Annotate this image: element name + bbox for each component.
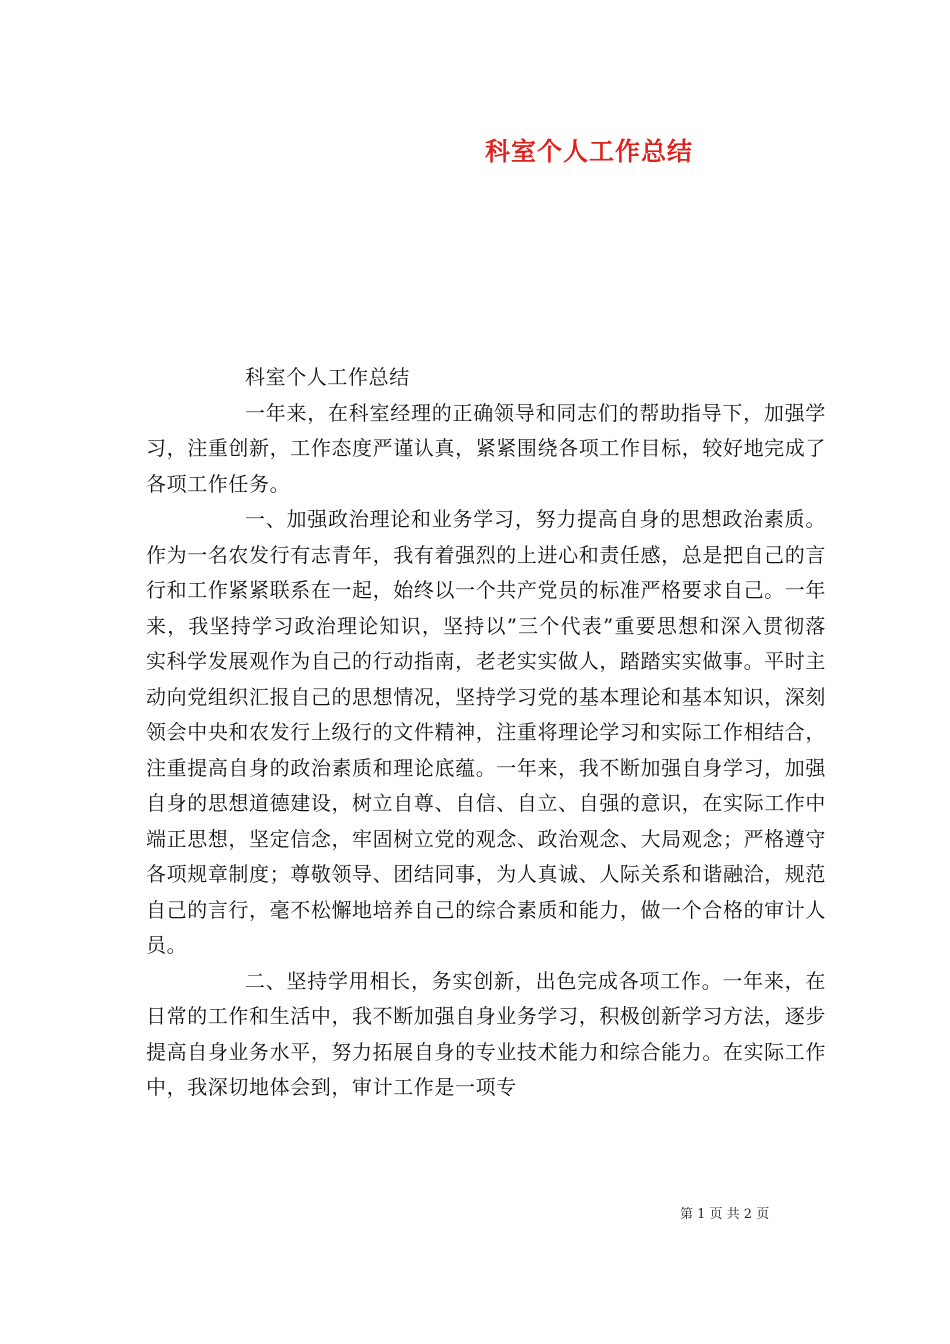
paragraph-section-one: 一、加强政治理论和业务学习，努力提高自身的思想政治素质。作为一名农发行有志青年，我有着强烈的上进心和责任感，总是把自己的言行和工作紧紧联系在一起，始终以一个共产党员的标准严格要求自己。一年来，我坚持学习政治理论知识，坚持以”三个代表”重要思想和深入贯彻落实科学发展观作为自己的行动指南，老老实实做人，踏踏实实做事。平时主动向党组织汇报自己的思想情况，坚持学习党的基本理论和基本知识，深刻领会中央和农发行上级行的文件精神，注重将理论学习和实际工作相结合，注重提高自身的政治素质和理论底蕴。一年来，我不断加强自身学习，加强自身的思想道德建设，树立自尊、自信、自立、自强的意识，在实际工作中端正思想，坚定信念，牢固树立党的观念、政治观念、大局观念；严格遵守各项规章制度；尊敬领导、团结同事，为人真诚、人际关系和谐融洽，规范自己的言行，毫不松懈地培养自己的综合素质和能力，做一个合格的审计人员。 (146, 507, 826, 957)
document-body (146, 360, 826, 1106)
paragraph-subtitle: 科室个人工作总结 (245, 365, 410, 389)
page-number: 第 1 页 共 2 页 (680, 1207, 770, 1222)
paragraph-section-two: 二、坚持学用相长，务实创新，出色完成各项工作。一年来，在日常的工作和生活中，我不断加强自身业务学习，积极创新学习方法，逐步提高自身业务水平，努力拓展自身的专业技术能力和综合能力。在实际工作中，我深切地体会到，审计工作是一项专 (146, 968, 826, 1099)
paragraph-intro: 一年来，在科室经理的正确领导和同志们的帮助指导下，加强学习，注重创新，工作态度严谨认真，紧紧围绕各项工作目标，较好地完成了各项工作任务。 (146, 400, 826, 496)
document-title: 科室个人工作总结 (484, 137, 693, 166)
